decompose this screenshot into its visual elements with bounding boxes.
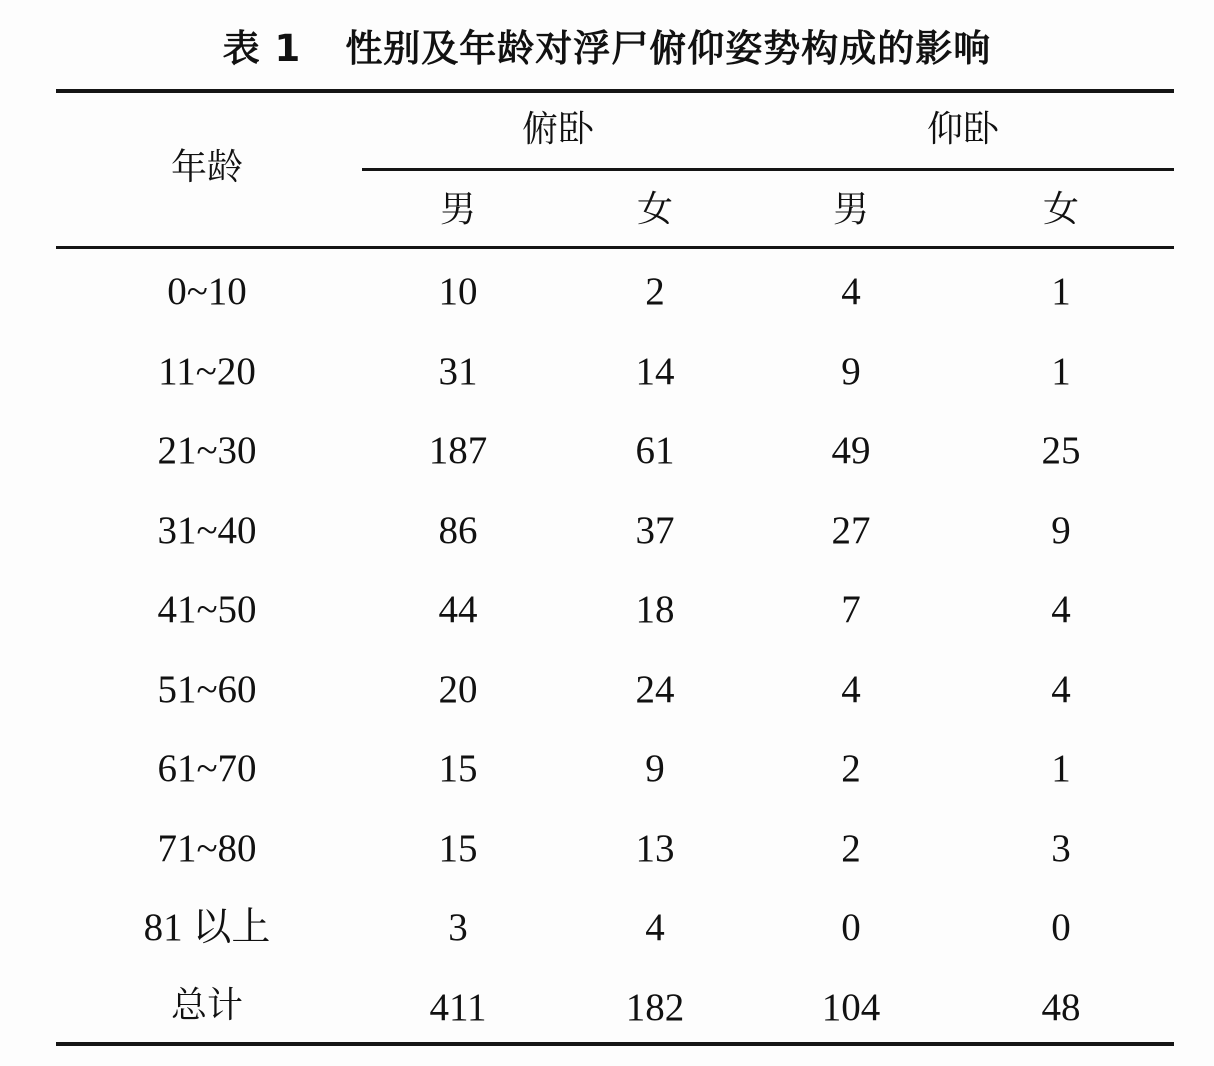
- table-title: 性别及年龄对浮尸俯仰姿势构成的影响: [345, 27, 992, 70]
- value-cell: 27: [831, 509, 871, 552]
- table-caption: [0, 18, 1214, 72]
- header-supine-male: 男: [832, 189, 870, 230]
- value-cell: 31: [438, 350, 478, 393]
- value-cell: 104: [821, 986, 881, 1029]
- value-cell: 1: [1051, 350, 1071, 393]
- value-cell: 44: [438, 588, 478, 631]
- header-group-supine: 仰卧: [926, 109, 1000, 150]
- value-cell: 9: [841, 350, 861, 393]
- age-cell: 51~60: [157, 668, 257, 711]
- age-cell: 71~80: [157, 827, 257, 870]
- value-cell: 1: [1051, 747, 1071, 790]
- header-prone-female: 女: [636, 189, 674, 230]
- value-cell: 182: [625, 986, 685, 1029]
- value-cell: 4: [645, 906, 665, 949]
- value-cell: 2: [841, 827, 861, 870]
- value-cell: 3: [1051, 827, 1071, 870]
- value-cell: 0: [1051, 906, 1071, 949]
- age-cell: 21~30: [157, 429, 257, 472]
- value-cell: 187: [428, 429, 488, 472]
- header-rule: [56, 246, 1174, 249]
- top-rule: [56, 89, 1174, 93]
- age-cell: 41~50: [157, 588, 257, 631]
- value-cell: 48: [1041, 986, 1081, 1029]
- value-cell: 3: [448, 906, 468, 949]
- value-cell: 4: [841, 270, 861, 313]
- value-cell: 15: [438, 827, 478, 870]
- value-cell: 37: [635, 509, 675, 552]
- age-cell: 81 以上: [143, 906, 271, 949]
- value-cell: 86: [438, 509, 478, 552]
- age-cell: 0~10: [167, 270, 247, 313]
- table-number: 表 1: [222, 27, 302, 70]
- value-cell: 20: [438, 668, 478, 711]
- value-cell: 7: [841, 588, 861, 631]
- value-cell: 411: [429, 986, 487, 1029]
- age-cell: 11~20: [158, 350, 256, 393]
- group-rule: [362, 168, 1174, 171]
- value-cell: 13: [635, 827, 675, 870]
- value-cell: 4: [1051, 588, 1071, 631]
- age-cell: 31~40: [157, 509, 257, 552]
- header-supine-female: 女: [1042, 189, 1080, 230]
- value-cell: 4: [1051, 668, 1071, 711]
- value-cell: 49: [831, 429, 871, 472]
- age-cell: 总计: [170, 985, 244, 1026]
- bottom-rule: [56, 1042, 1174, 1046]
- value-cell: 10: [438, 270, 478, 313]
- value-cell: 9: [1051, 509, 1071, 552]
- value-cell: 61: [635, 429, 675, 472]
- value-cell: 24: [635, 668, 675, 711]
- age-cell: 61~70: [157, 747, 257, 790]
- value-cell: 9: [645, 747, 665, 790]
- value-cell: 14: [635, 350, 675, 393]
- header-group-prone: 俯卧: [521, 109, 595, 150]
- value-cell: 15: [438, 747, 478, 790]
- value-cell: 2: [841, 747, 861, 790]
- value-cell: 0: [841, 906, 861, 949]
- value-cell: 1: [1051, 270, 1071, 313]
- value-cell: 25: [1041, 429, 1081, 472]
- value-cell: 18: [635, 588, 675, 631]
- value-cell: 4: [841, 668, 861, 711]
- value-cell: 2: [645, 270, 665, 313]
- header-age: 年龄: [170, 147, 244, 188]
- header-prone-male: 男: [439, 189, 477, 230]
